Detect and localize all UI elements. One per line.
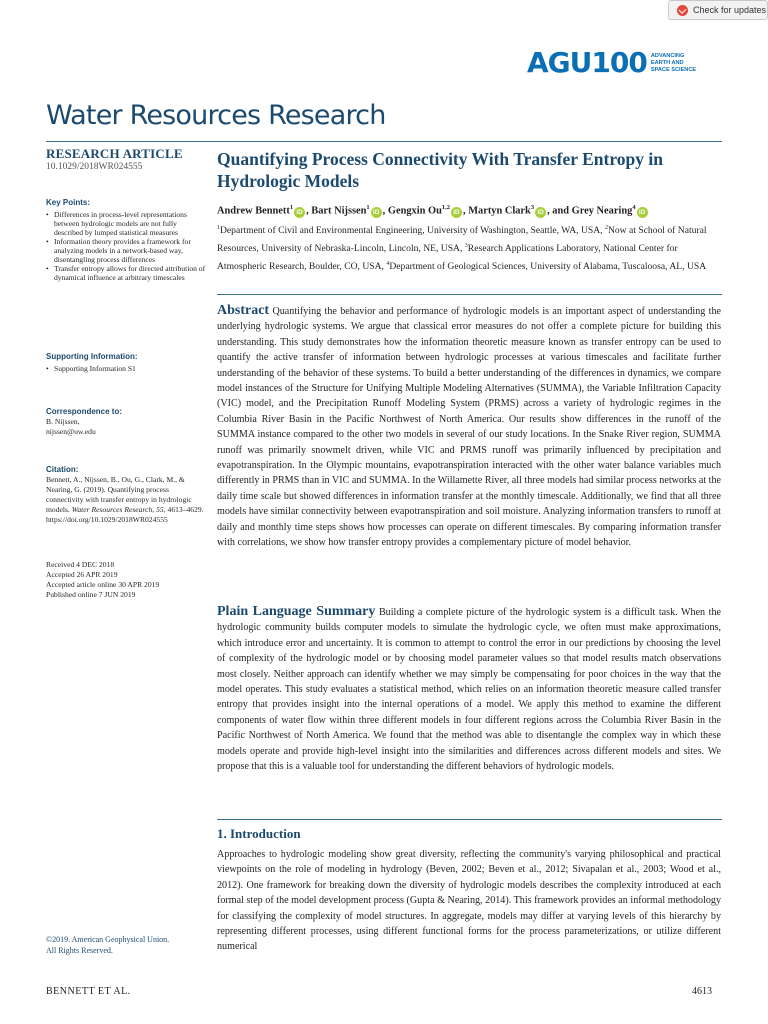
- affiliation-text: Department of Geological Sciences, University of Alabama, Tuscaloosa, AL, USA: [389, 260, 707, 272]
- agu-logo: [527, 46, 697, 79]
- citation-text: [46, 475, 206, 525]
- author-separator: ,: [306, 205, 312, 217]
- key-points-heading: Key Points:: [46, 198, 91, 207]
- abstract-block: [217, 303, 721, 551]
- agu-logo-tagline: [651, 53, 696, 74]
- check-for-updates-label: Check for updates: [693, 5, 767, 15]
- citation-doi-link[interactable]: https://doi.org/10.1029/2018WR024555: [46, 515, 168, 525]
- affiliation-sup: 4: [386, 260, 390, 267]
- affiliation-sup: 3: [464, 242, 468, 249]
- date-published: Published online 7 JUN 2019: [46, 590, 136, 599]
- abstract-text: Quantifying the behavior and performance of hydrologic models is an important aspect of understanding the underlying hydrologic systems. We argue that classical error measures do not offer a complete picture for building this understanding. This study demonstrates how the information theoretic measure known as transfer entropy can be used to quantify the active transfer of information between hydrologic processes at various timescales and facilitate further understanding of the behavior of these systems. To build a better understanding of the differences in dynamics, we compare model instances of the Structure for Unifying Multiple Modeling Alternatives (SUMMA), the Variable Infiltration Capacity (VIC) model, and the Precipitation Runoff Modeling System (PRMS) across a variety of hydrologic regimes in the Columbia River Basin in the Pacific Northwest of North America. Our results show differences in the runoff of the SUMMA instance compared to the other two models in several of our study locations. In the Snake River region, SUMMA runoff was primarily snowmelt driven, while VIC and PRMS runoff was primarily influenced by precipitation and evapotranspiration. In the Olympic mountains, evapotranspiration interacted with the other water balance variables much differently in PRMS than in VIC and SUMMA. In the Willamette River, all three models had similar process networks at the daily time scale but showed differences in information transfer at the monthly timescale. Additionally, we find that all three models have similar connectivity between evapotranspiration and soil moisture. Analyzing information transfers to runoff at daily and monthly time steps shows how processes can operate on different timescales. By comparing information transfer with correlations, we show how transfer entropy provides a complementary picture of model behavior.: [217, 306, 721, 549]
- affiliations-text: [217, 221, 721, 274]
- affiliation-text: Research Applications Laboratory, National Center for Atmospheric Research, Boulder, CO, USA,: [217, 242, 678, 272]
- copyright-block: [46, 934, 206, 956]
- author-affiliation-sup: 1,2: [441, 204, 450, 211]
- abstract-heading: Abstract: [217, 303, 270, 318]
- citation-lead: Bennett, A., Nijssen, B., Ou, G., Clark, M., & Nearing, G. (2019). Quantifying process connectivity with transfer entropy in hydrologic models.: [46, 475, 192, 515]
- author-separator: , and: [547, 205, 572, 217]
- author-affiliation-sup: 1: [289, 204, 294, 211]
- correspondence-email[interactable]: nijssen@uw.edu: [46, 427, 96, 437]
- author-list: [217, 201, 721, 218]
- article-title-block: [217, 148, 721, 192]
- article-type: RESEARCH ARTICLE: [46, 146, 183, 161]
- citation-block: [46, 465, 206, 525]
- introduction-heading: 1. Introduction: [217, 826, 301, 841]
- affiliation-sup: 1: [217, 225, 220, 231]
- author-name: Grey Nearing: [571, 205, 633, 217]
- author-affiliation-sup: 1: [366, 204, 370, 211]
- check-for-updates-button[interactable]: [668, 0, 768, 20]
- sidebar: [46, 146, 206, 173]
- dates-block: [46, 560, 206, 600]
- introduction-text: Approaches to hydrologic modeling show great diversity, reflecting the community's varying philosophical and practical viewpoints on the role of modeling in hydrology (Beven, 2002; Beven et al., 2012; Sivapalan et al., 2003; Wood et al., 2012). One framework for breaking down the diversity of hydrologic models describes the complexity introduced at each formal step of the model development process (Gupta & Nearing, 2014). This framework provides an informal methodology for classifying the complexity of model structures. In aggregate, models may differ at varying levels of this hierarchy by representing different processes, using different functional forms for the process parameterizations, or utilize different numerical: [217, 849, 721, 953]
- correspondence-block: [46, 407, 206, 437]
- agu-logo-mark: AGU100: [527, 46, 647, 79]
- article-title: Quantifying Process Connectivity With Transfer Entropy in Hydrologic Models: [217, 149, 663, 191]
- date-online: Accepted article online 30 APR 2019: [46, 580, 160, 589]
- orcid-icon[interactable]: iD: [451, 207, 462, 218]
- orcid-icon[interactable]: iD: [371, 207, 382, 218]
- orcid-icon[interactable]: iD: [637, 207, 648, 218]
- supporting-info-heading: Supporting Information:: [46, 352, 138, 361]
- key-point-item: • Information theory provides a framework for analyzing models in a network-based way, disentangling process differences: [46, 237, 206, 264]
- abstract-divider: [217, 294, 722, 295]
- copyright-rights: All Rights Reserved.: [46, 946, 113, 955]
- author-name: Martyn Clark: [468, 205, 531, 217]
- abstract-paragraph: [217, 303, 721, 551]
- author-separator: ,: [463, 205, 469, 217]
- supporting-info-list: [46, 364, 206, 373]
- agu-tag-line: EARTH AND: [650, 59, 684, 66]
- key-point-item: • Differences in process-level representations between hydrologic models are not fully described by lumped statistical measures: [46, 210, 206, 237]
- update-badge-icon: [677, 5, 688, 16]
- author-name: Bart Nijssen: [311, 205, 367, 217]
- journal-title: Water Resources Research: [46, 100, 386, 131]
- supporting-info-block: [46, 352, 206, 373]
- affiliation-sup: 2: [604, 225, 608, 231]
- running-footer-authors: BENNETT ET AL.: [46, 986, 131, 997]
- orcid-icon[interactable]: iD: [535, 207, 546, 218]
- key-points-block: [46, 198, 206, 282]
- affiliations-block: [217, 221, 721, 274]
- key-points-list: [46, 210, 206, 282]
- affiliation-text: Department of Civil and Environmental Engineering, University of Washington, Seattle, WA, USA,: [220, 225, 605, 237]
- agu-tag-line: ADVANCING: [650, 52, 685, 59]
- pls-block: [217, 604, 721, 774]
- article-doi: 10.1029/2018WR024555: [46, 162, 143, 173]
- author-affiliation-sup: 3: [530, 204, 535, 211]
- orcid-icon[interactable]: iD: [294, 207, 305, 218]
- pls-paragraph: [217, 604, 721, 774]
- intro-divider: [217, 819, 722, 820]
- author-separator: ,: [382, 205, 388, 217]
- citation-journal: Water Resources Research, 55,: [71, 505, 166, 515]
- key-point-item: • Transfer entropy allows for directed attribution of dynamical influence at arbitrary timescales: [46, 264, 206, 282]
- pls-heading: Plain Language Summary: [217, 604, 376, 619]
- affiliation-text: Now at School of Natural Resources, University of Nebraska-Lincoln, Lincoln, NE, USA,: [217, 225, 707, 254]
- author-name: Gengxin Ou: [387, 205, 442, 217]
- pls-text: Building a complete picture of the hydrologic system is a difficult task. When the hydrologic community builds computer models to simulate the hydrologic cycle, we often must make approximations, which introduce error and uncertainty. It is common to attempt to control the error in our predictions by choosing the level of complexity of the hydrologic model or by choosing model parameter values so that model results match observations most closely. Neither approach can identify whether we may simply be compensating for poor choices in the way that the model operates. This study evaluates a statistical method, which relies on an information theoretic measure called transfer entropy that provides insight into the internal operations of a model. We apply this method to examine the different components of water flow within three different models in four different regions across the Columbia River Basin in the Pacific Northwest of North America. We found that the method was able to disentangle the complex way in which these models operate and provide high-level insight into the similarities and differences across different models and sites. We propose that this is a valuable tool for understanding the different behaviors of hydrologic models.: [217, 607, 721, 773]
- correspondence-heading: Correspondence to:: [46, 407, 123, 416]
- citation-pages: 4613–4629.: [167, 505, 204, 515]
- citation-heading: Citation:: [46, 465, 79, 474]
- copyright-line: ©2019. American Geophysical Union.: [46, 935, 170, 944]
- introduction-block: [217, 826, 721, 955]
- authors-line: [217, 201, 721, 218]
- agu-tag-line: SPACE SCIENCE: [650, 66, 697, 73]
- supporting-info-item[interactable]: • Supporting Information S1: [46, 364, 206, 373]
- page-number: 4613: [692, 986, 712, 997]
- author-name: Andrew Bennett: [217, 205, 290, 217]
- date-accepted: Accepted 26 APR 2019: [46, 570, 118, 579]
- author-affiliation-sup: 4: [632, 204, 636, 211]
- header-divider: [46, 141, 722, 142]
- date-received: Received 4 DEC 2018: [46, 560, 115, 569]
- correspondence-name: B. Nijssen,: [46, 417, 80, 427]
